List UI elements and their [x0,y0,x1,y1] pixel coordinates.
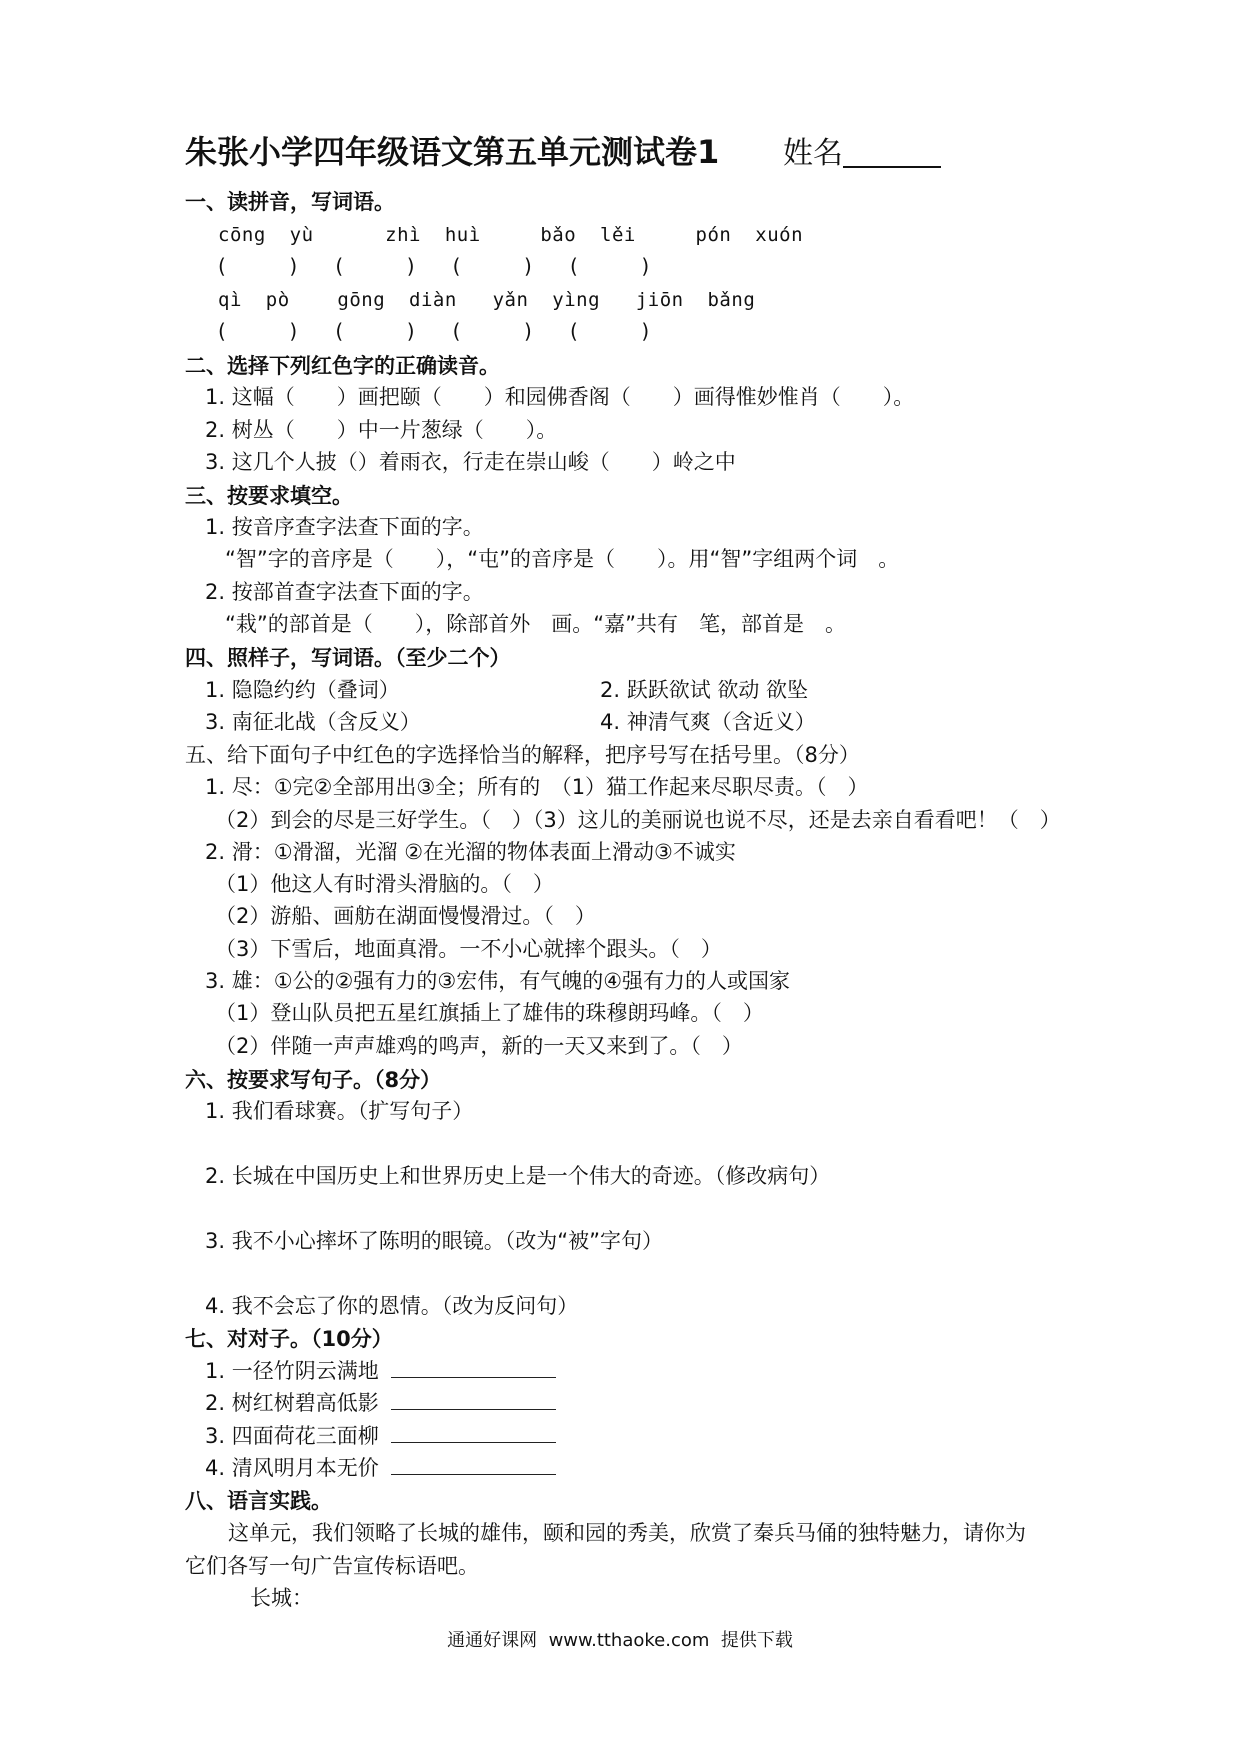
question-6-2: 2. 长城在中国历史上和世界历史上是一个伟大的奇迹。（修改病句） [205,1164,831,1188]
question-3-1-detail: “智”字的音序是（ ），“屯”的音序是（ ）。用“智”字组两个词 。 [225,547,900,571]
section-7-heading: 七、对对子。（10分） [185,1327,393,1351]
question-5-line-9: （2）伴随一声声雄鸡的鸣声，新的一天又来到了。（ ） [215,1034,743,1058]
question-6-3: 3. 我不小心摔坏了陈明的眼镜。（改为“被”字句） [205,1229,663,1253]
section-4-heading: 四、照样子，写词语。（至少二个） [185,646,511,670]
couplet-prompt: 3. 四面荷花三面柳 [205,1424,379,1448]
question-3-2-detail: “栽”的部首是（ ），除部首外 画。“嘉”共有 笔，部首是 。 [225,612,847,636]
question-5-line-5: （2）游船、画舫在湖面慢慢滑过。（ ） [215,904,596,928]
question-2-3: 3. 这几个人披（）着雨衣，行走在崇山峻（ ）岭之中 [205,450,736,474]
question-5-line-8: （1）登山队员把五星红旗插上了雄伟的珠穆朗玛峰。（ ） [215,1001,764,1025]
answer-brackets-row-2: ( ) ( ) ( ) ( ) [218,319,650,343]
section-8-heading: 八、语言实践。 [185,1489,332,1513]
question-5-line-3: 2. 滑：①滑溜，光溜 ②在光溜的物体表面上滑动③不诚实 [205,840,736,864]
question-5-line-6: （3）下雪后，地面真滑。一不小心就摔个跟头。（ ） [215,937,722,961]
section-6-heading: 六、按要求写句子。（8分） [185,1068,442,1092]
question-4-4: 4. 神清气爽（含近义） [600,710,816,734]
section-2-heading: 二、选择下列红色字的正确读音。 [185,354,500,378]
question-4-1: 1. 隐隐约约（叠词） [205,678,400,702]
practice-paragraph-line-1: 这单元，我们领略了长城的雄伟，颐和园的秀美，欣赏了秦兵马俑的独特魅力，请你为 [228,1521,1026,1545]
section-5-heading: 五、给下面句子中红色的字选择恰当的解释，把序号写在括号里。（8分） [185,743,860,767]
answer-blank [391,1391,556,1410]
question-3-2: 2. 按部首查字法查下面的字。 [205,580,484,604]
question-4-3: 3. 南征北战（含反义） [205,710,421,734]
answer-brackets-row-1: ( ) ( ) ( ) ( ) [218,254,650,278]
question-5-line-2: （2）到会的尽是三好学生。（ ）（3）这儿的美丽说也说不尽，还是去亲自看看吧！（ ） [215,808,1061,832]
question-4-2: 2. 跃跃欲试 欲动 欲坠 [600,678,809,702]
couplet-prompt: 4. 清风明月本无价 [205,1456,379,1480]
section-3-heading: 三、按要求填空。 [185,484,353,508]
question-5-line-1: 1. 尽：①完②全部用出③全；所有的 （1）猫工作起来尽职尽责。（ ） [205,775,869,799]
couplet-item-2 [205,1390,556,1416]
name-label: 姓名 [783,136,843,171]
section-1-heading: 一、读拼音，写词语。 [185,190,395,214]
question-6-1: 1. 我们看球赛。（扩写句子） [205,1099,474,1123]
question-6-4: 4. 我不会忘了你的恩情。（改为反问句） [205,1294,579,1318]
name-blank [843,166,941,168]
page-title: 朱张小学四年级语文第五单元测试卷1 [185,133,720,171]
pinyin-row-2: qì pò gōng diàn yǎn yìng jiōn bǎng [218,289,756,311]
footer-credit: 通通好课网 www.tthaoke.com 提供下载 [447,1630,793,1651]
question-3-1: 1. 按音序查字法查下面的字。 [205,515,484,539]
couplet-prompt: 2. 树红树碧高低影 [205,1391,379,1415]
answer-blank [391,1456,556,1475]
question-5-line-7: 3. 雄：①公的②强有力的③宏伟，有气魄的④强有力的人或国家 [205,969,791,993]
answer-blank [391,1359,556,1378]
couplet-item-4 [205,1455,556,1481]
practice-paragraph-line-2: 它们各写一句广告宣传标语吧。 [185,1554,479,1578]
answer-blank [391,1424,556,1443]
pinyin-row-1: cōng yù zhì huì bǎo lěi pón xuón [218,224,804,246]
couplet-item-1 [205,1358,556,1384]
couplet-item-3 [205,1423,556,1449]
great-wall-prompt: 长城： [250,1586,313,1610]
question-2-2: 2. 树丛（ ）中一片葱绿（ ）。 [205,418,558,442]
question-5-line-4: （1）他这人有时滑头滑脑的。（ ） [215,872,554,896]
couplet-prompt: 1. 一径竹阴云满地 [205,1359,379,1383]
question-2-1: 1. 这幅（ ）画把颐（ ）和园佛香阁（ ）画得惟妙惟肖（ ）。 [205,385,915,409]
